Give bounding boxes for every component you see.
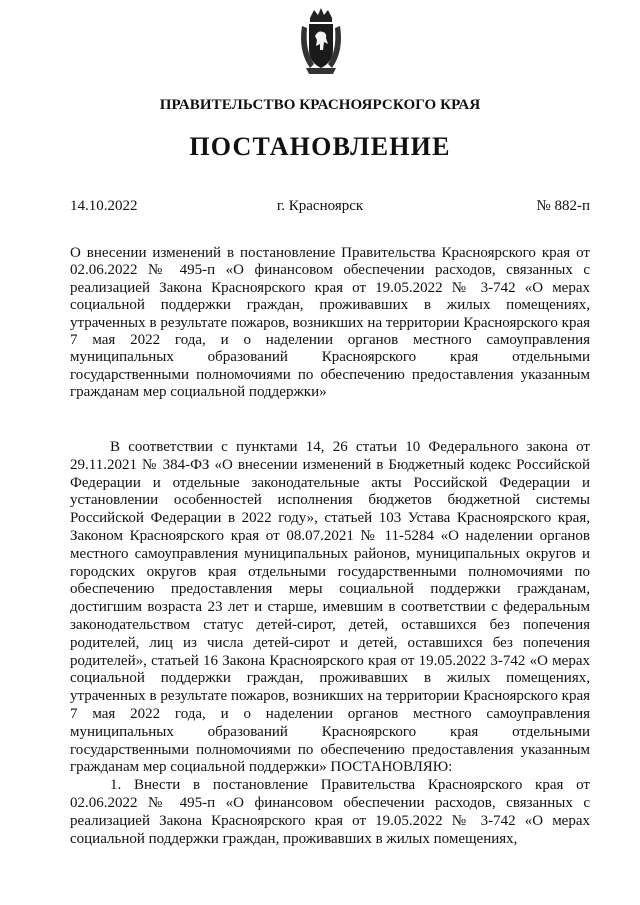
document-date: 14.10.2022 [70, 198, 138, 214]
subject-text: О внесении изменений в постановление Правительства Красноярского края от 02.06.2022 № 495-п «О финансовом обеспечении расходов, связанных с реализацией Закона Красноярского края от 19.05.2022 № 3-742 «О мерах социальной поддержки граждан, проживавших в жилых помещениях, утраченных в результате пожаров, возникших на территории Красноярского края 7 мая 2022 года, и о наделении органов местного самоуправления муниципальных образований Красноярского края отдельными государственными полномочиями по обеспечению предоставления указанным гражданам мер социальной поддержки» [70, 245, 590, 401]
coat-of-arms-icon [296, 6, 346, 78]
item-1-paragraph: 1. Внести в постановление Правительства Красноярского края от 02.06.2022 № 495-п «О финансовом обеспечении расходов, связанных с реализацией Закона Красноярского края от 19.05.2022 № 3-742 «О мерах социальной поддержки граждан, проживавших в жилых помещениях, [70, 777, 590, 847]
document-subject [70, 245, 590, 402]
organization-title: ПРАВИТЕЛЬСТВО КРАСНОЯРСКОГО КРАЯ [159, 97, 481, 113]
document-type-title: ПОСТАНОВЛЕНИЕ [189, 132, 451, 161]
document-number: № 882-п [536, 198, 590, 214]
document-body [70, 439, 590, 848]
document-city: г. Красноярск [276, 198, 364, 214]
preamble-paragraph: В соответствии с пунктами 14, 26 статьи 10 Федерального закона от 29.11.2021 № 384-ФЗ «О внесении изменений в Бюджетный кодекс Российской Федерации и отдельные законодательные акты Российской Федерации и установлении особенностей исполнения бюджетов бюджетной системы Российской Федерации в 2022 году», статьей 103 Устава Красноярского края, Законом Красноярского края от 08.07.2021 № 11-5284 «О наделении органов местного самоуправления муниципальных районов, муниципальных округов и городских округов края отдельными государственными полномочиями по обеспечению предоставления меры социальной поддержки гражданам, достигшим возраста 23 лет и старше, имевшим в соответствии с федеральным законодательством статус детей-сирот, детей, оставшихся без попечения родителей, лиц из числа детей-сирот и детей, оставшихся без попечения родителей», статьей 16 Закона Красноярского края от 19.05.2022 3-742 «О мерах социальной поддержки граждан, проживавших в жилых помещениях, утраченных в результате пожаров, возникших на территории Красноярского края 7 мая 2022 года, и о наделении органов местного самоуправления муниципальных образований Красноярского края отдельными государственными полномочиями по обеспечению предоставления указанным гражданам мер социальной поддержки» ПОСТАНОВЛЯЮ: [70, 439, 590, 776]
